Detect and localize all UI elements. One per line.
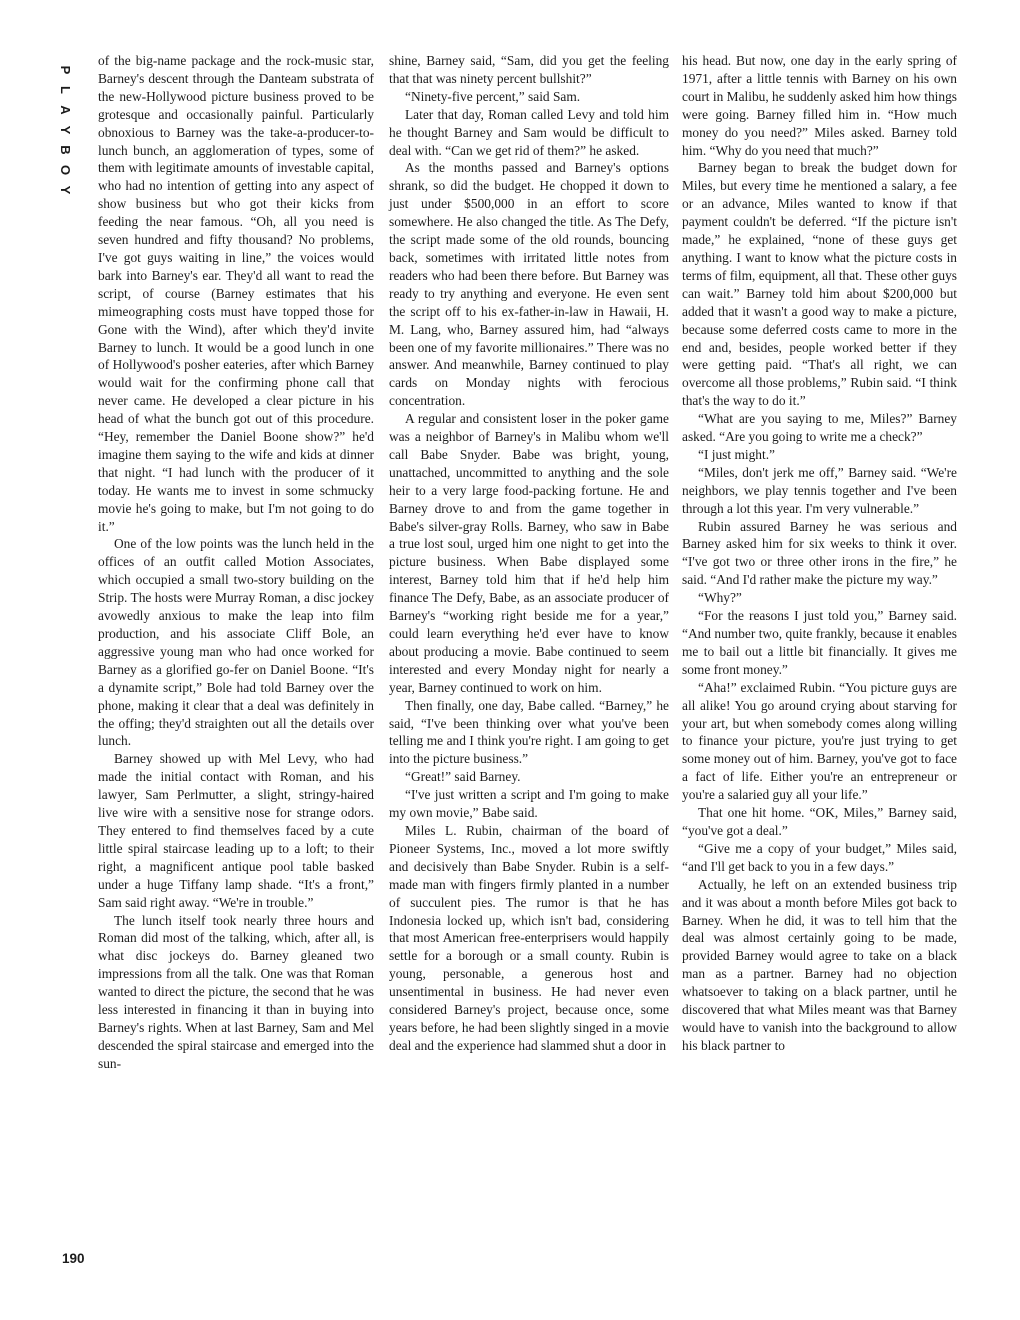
running-head-letter: P xyxy=(58,65,73,75)
paragraph: Actually, he left on an extended business trip and it was about a month before Miles got back to Barney. When he did, it was to tell him that the deal was almost certainly going to be made, provided Barney would agree to take on a black man as a partner. Barney had no objection whatsoever to taking on a black partner, until he discovered that what Miles meant was that Barney would have to vanish into the background to allow his black partner to xyxy=(682,876,957,1053)
paragraph: Barney began to break the budget down for Miles, but every time he mentioned a salary, a fee or an advance, Miles wanted to know if that payment couldn't be deferred. “If the picture isn't made,” he explained, “none of these guys get anything. I want to know what the picture costs in terms of film, equipment, all that. These other guys can wait.” Barney told him about $200,000 but added that it wasn't a good way to make a picture, because some deferred costs came to more in the end and, besides, people worked better if they were getting paid. “That's all right, we can overcome all those problems,” Rubin said. “I think that's the way to do it.” xyxy=(682,160,957,409)
text-column-3 xyxy=(682,52,957,1055)
text-column-1 xyxy=(98,52,374,1073)
page-number: 190 xyxy=(62,1251,85,1266)
running-head-letter: O xyxy=(58,164,73,176)
paragraph: “Aha!” exclaimed Rubin. “You picture guys are all alike! You go around crying about starving for your art, but when somebody comes along willing to finance your picture, you're just trying to get some money out of him. Barney, you've got to face a fact of life. Either you're an entrepreneur or you're a salaried guy all your life.” xyxy=(682,679,957,803)
paragraph: of the big-name package and the rock-music star, Barney's descent through the Danteam substrata of the new-Hollywood picture business proved to be grotesque and occasionally painful. Particularly obnoxious to Barney was the take-a-producer-to-lunch bunch, an agglomeration of types, some of them with legitimate amounts of investable capital, who had no intention of getting into any aspect of show business but who got their kicks from feeding the near famous. “Oh, all you need is seven hundred and fifty thousand? No problems, I've got guys waiting in line,” the voices would bark into Barney's ear. They'd all want to read the script, of course (Barney estimates that his mimeographing costs must have topped those for Gone with the Wind), after which they'd invite Barney to lunch. It would be a good lunch in one of Hollywood's posher eateries, after which Barney would wait for the confirming phone call that never came. He developed a clear picture in his head of what the bunch got out of this procedure. “Hey, remember the Daniel Boone show?” he'd imagine them saying to the wife and kids at dinner that night. “I had lunch with the producer of it today. He wants me to invest in some schmucky movie he's going to make, but I'm not going to do it.” xyxy=(98,53,374,534)
paragraph: “Give me a copy of your budget,” Miles said, “and I'll get back to you in a few days.” xyxy=(682,840,957,874)
text-column-2 xyxy=(389,52,669,1055)
paragraph: “Miles, don't jerk me off,” Barney said. “We're neighbors, we play tennis together and I've been through a lot this year. I'm very vulnerable.” xyxy=(682,464,957,516)
running-head-letter: L xyxy=(58,86,73,94)
paragraph: One of the low points was the lunch held in the offices of an outfit called Motion Associates, which occupied a small two-story building on the Strip. The hosts were Murray Roman, a disc jockey avowedly anxious to make the leap into film production, and his associate Cliff Bole, an aggressive young man who had once worked for Barney as a glorified go-fer on Daniel Boone. “It's a dynamite script,” Bole had told Barney over the phone, making it clear that a deal was definitely in the offing; they'd straighten out all the details over lunch. xyxy=(98,536,374,749)
running-head-letter: Y xyxy=(58,125,73,135)
paragraph: Later that day, Roman called Levy and told him he thought Barney and Sam would be difficult to deal with. “Can we get rid of them?” he asked. xyxy=(389,106,669,158)
paragraph: “For the reasons I just told you,” Barney said. “And number two, quite frankly, because it enables me to bail out a little bit financially. It gives me some front money.” xyxy=(682,608,957,677)
running-head-letter: A xyxy=(58,105,73,115)
paragraph: Then finally, one day, Babe called. “Barney,” he said, “I've been thinking over what you've been telling me and I think you're right. I am going to get into the picture business.” xyxy=(389,697,669,767)
running-head xyxy=(54,60,76,200)
paragraph: As the months passed and Barney's options shrank, so did the budget. He chopped it down to just under $500,000 in an effort to score somewhere. He also changed the title. As The Defy, the script made some of the old rounds, bouncing back, sometimes with irritated little notes from readers who had been there before. But Barney was ready to try anything and everyone. He even sent the script off to his ex-father-in-law in Hawaii, H. M. Lang, who, Barney assured him, had “always been one of my favorite millionaires.” There was no answer. And meanwhile, Barney continued to play cards on Monday nights with ferocious concentration. xyxy=(389,160,669,409)
paragraph: That one hit home. “OK, Miles,” Barney said, “you've got a deal.” xyxy=(682,805,957,838)
paragraph: Rubin assured Barney he was serious and Barney asked him for six weeks to think it over. “I've got two or three other irons in the fire,” he said. “And I'd rather make the picture my way.” xyxy=(682,518,957,588)
paragraph: The lunch itself took nearly three hours and Roman did most of the talking, which, after all, is what disc jockeys do. Barney gleaned two impressions from all the talk. One was that Roman wanted to direct the picture, the second that he was less interested in financing it than in buying into Barney's rights. When at last Barney, Sam and Mel descended the spiral staircase and emerged into the sun- xyxy=(98,912,374,1071)
running-head-letter: B xyxy=(58,145,73,155)
paragraph: A regular and consistent loser in the poker game was a neighbor of Barney's in Malibu whom we'll call Babe Snyder. Babe was bright, young, unattached, uncommitted to anything and the sole heir to a very large food-packing fortune. He and Barney drove to and from the game together in Babe's silver-gray Rolls. Barney, who saw in Babe a true lost soul, urged him one night to get into the picture business. When Babe displayed some interest, Barney told him that if he'd help him finance The Defy, Babe, as an associate producer of Barney's “working right beside me for a year,” could learn everything he'd ever have to know about producing a movie. Babe continued to seem interested and every Monday night for nearly a year, Barney continued to work on him. xyxy=(389,411,669,695)
paragraph: Miles L. Rubin, chairman of the board of Pioneer Systems, Inc., moved a lot more swiftly and decisively than Babe Snyder. Rubin is a self-made man with fingers firmly planted in a number of succulent pies. The rumor is that he has Indonesia locked up, which isn't bad, considering that most American free-enterprisers would happily settle for a borough or a small county. Rubin is young, personable, a generous host and unsentimental in business. He had never even considered Barney's project, because once, some years before, he had been slightly singed in a movie deal and the experience had slammed shut a door in xyxy=(389,822,669,1053)
paragraph: “What are you saying to me, Miles?” Barney asked. “Are you going to write me a check?” xyxy=(682,411,957,445)
paragraph: shine, Barney said, “Sam, did you get the feeling that that was ninety percent bullshit?” xyxy=(389,53,669,86)
paragraph: Barney showed up with Mel Levy, who had made the initial contact with Roman, and his lawyer, Sam Perlmutter, a slight, stringy-haired live wire with a sensitive nose for strange odors. They entered to find themselves faced by a cute little spiral staircase leading up to a loft; to their right, a magnificent antique pool table basked under a huge Tiffany lamp shade. “It's a front,” Sam said right away. “We're in trouble.” xyxy=(98,751,374,910)
paragraph: “Great!” said Barney. xyxy=(405,769,521,785)
paragraph: “Why?” xyxy=(698,590,742,606)
paragraph: his head. But now, one day in the early spring of 1971, after a little tennis with Barney on his own court in Malibu, he suddenly asked him how things were going. Barney filled him in. “How much money do you need?” Miles asked. Barney told him. “Why do you need that much?” xyxy=(682,53,957,158)
paragraph: “I've just written a script and I'm going to make my own movie,” Babe said. xyxy=(389,787,669,821)
paragraph: “I just might.” xyxy=(698,446,775,462)
running-head-letter: Y xyxy=(58,185,73,195)
paragraph: “Ninety-five percent,” said Sam. xyxy=(405,88,581,104)
